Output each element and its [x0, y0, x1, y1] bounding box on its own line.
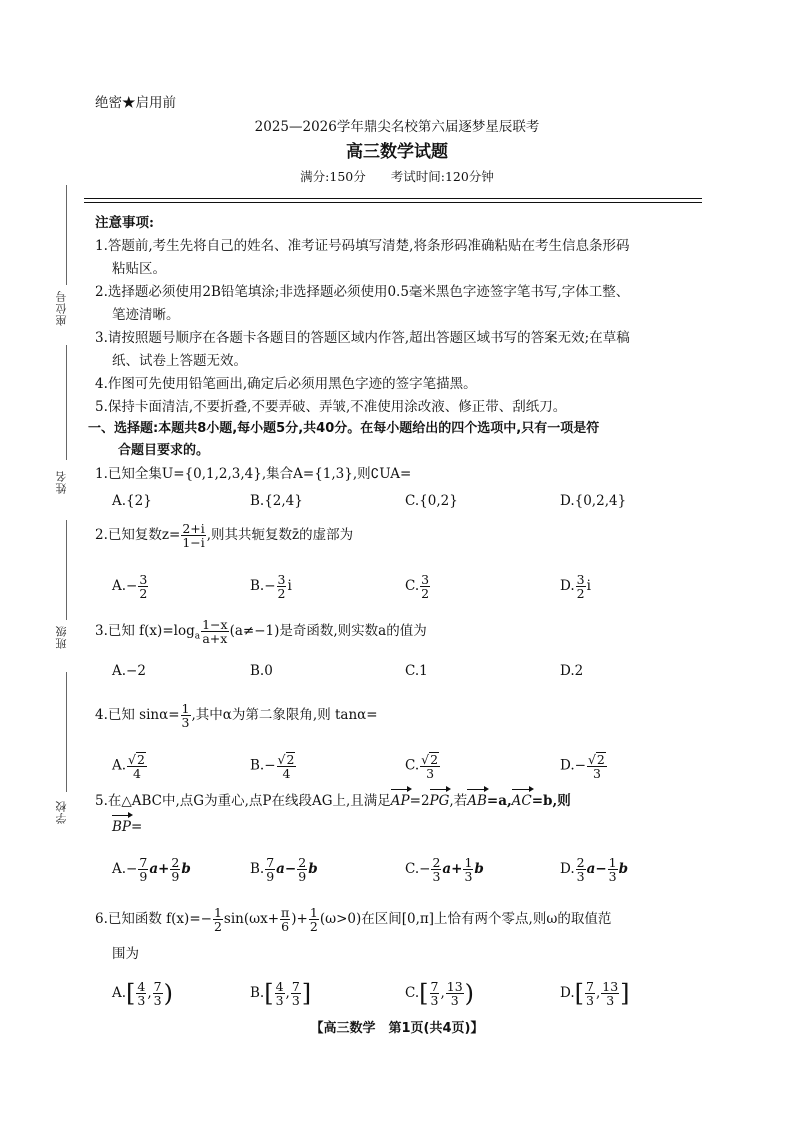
q6-b-n2: 7 — [291, 979, 300, 994]
q5-d-label: D. — [560, 861, 575, 877]
q6-c-n1: 7 — [430, 979, 439, 994]
question-1-stem: 1.已知全集U={0,1,2,3,4},集合A={1,3},则∁UA= — [95, 466, 412, 482]
q2-den: 1−i — [182, 535, 205, 550]
q5-c-mid: a+ — [442, 861, 463, 877]
q2-b-label: B.− — [250, 578, 276, 594]
q5-eq1: =2 — [409, 793, 430, 809]
q6-sin: sin(ωx+ — [223, 911, 280, 927]
q5-c-d2: 3 — [464, 869, 473, 884]
q4-b-rad: 2 — [286, 752, 295, 767]
q4-a-label: A. — [112, 757, 127, 774]
q4-c-den: 3 — [420, 766, 440, 780]
vector-ac: AC — [511, 793, 532, 809]
q5-c-n1: 2 — [432, 855, 441, 870]
side-class-label: 班级 — [55, 625, 68, 649]
q6-c-d1: 3 — [430, 993, 439, 1008]
q4-option-b[interactable] — [250, 752, 297, 780]
q4-a-num: √2 — [128, 752, 145, 767]
q2-b-num: 3 — [277, 572, 286, 587]
q5-c-n2: 1 — [464, 855, 473, 870]
q5-d-n2: 1 — [608, 855, 617, 870]
vector-bp: BP — [112, 819, 132, 835]
q6-post: (ω>0)在区间[0,π]上恰有两个零点,则ω的取值范 — [319, 911, 612, 927]
q4-d-den: 3 — [587, 766, 607, 780]
q5-b-mid: a− — [276, 861, 297, 877]
side-line — [66, 345, 67, 460]
q6-d-label: D. — [560, 985, 575, 1001]
q6-b-close: ] — [301, 979, 312, 1008]
q2-d-post: i — [586, 578, 591, 594]
q3-base: a — [194, 631, 201, 642]
q2-option-b[interactable] — [250, 573, 292, 600]
q3-option-b[interactable]: B.0 — [250, 663, 273, 679]
q4-pre: 4.已知 sinα= — [95, 707, 180, 723]
question-2-stem — [95, 522, 353, 549]
q3-option-a[interactable]: A.−2 — [112, 663, 146, 679]
q5-option-b[interactable] — [250, 856, 318, 883]
q6-close: )+ — [291, 911, 308, 927]
secret-label: 绝密★启用前 — [95, 95, 176, 111]
q6-c-close: ) — [464, 979, 475, 1008]
question-6-stem-cont: 围为 — [112, 946, 139, 962]
q5-eqa: =a, — [486, 793, 512, 809]
q6-c-d2: 3 — [446, 993, 464, 1007]
q6-option-a[interactable]: A.[ $\frac{4}{3}$ , $\frac{7}{3}$ ) — [112, 979, 173, 1008]
q6-b-d2: 3 — [291, 993, 300, 1008]
q2-d-frac — [576, 573, 586, 600]
q6-d-close: ] — [620, 979, 630, 1008]
exam-name: 2025—2026学年鼎尖名校第六届逐梦星辰联考 — [254, 119, 540, 135]
note-line: 纸、试卷上答题无效。 — [112, 353, 247, 369]
q2-c-frac — [420, 573, 430, 600]
q4-post: ,其中α为第二象限角,则 tanα= — [191, 707, 378, 723]
q2-option-d[interactable] — [560, 573, 591, 600]
q4-d-rad: 2 — [596, 752, 605, 767]
q5-c-frac2 — [463, 856, 473, 883]
section-heading-cont: 合题目要求的。 — [118, 443, 210, 458]
q5-c-frac1 — [431, 856, 441, 883]
q5-b-frac1 — [265, 856, 275, 883]
section-heading: 一、选择题:本题共8小题,每小题5分,共40分。在每小题给出的四个选项中,只有一项是符 — [88, 421, 600, 436]
q2-b-frac — [277, 573, 287, 600]
q4-b-num: √2 — [277, 752, 295, 767]
q2-c-den: 2 — [421, 586, 430, 601]
q5-b-frac2 — [297, 856, 307, 883]
q6-d-n1: 7 — [586, 979, 594, 994]
q6-frac1 — [213, 906, 223, 933]
header-rule-bottom — [84, 202, 702, 203]
note-line: 粘贴区。 — [112, 261, 166, 277]
q6-b-frac2 — [291, 980, 301, 1007]
vector-ab: AB — [467, 793, 487, 809]
q5-b-d2: 9 — [298, 869, 307, 884]
note-line: 5.保持卡面清洁,不要折叠,不要弄破、弄皱,不准使用涂改液、修正带、刮纸刀。 — [95, 399, 567, 415]
q6-a-d2: 3 — [153, 993, 162, 1008]
q2-d-label: D. — [560, 578, 575, 594]
q4-d-label: D.− — [560, 757, 586, 774]
q6-d-d2: 3 — [601, 993, 619, 1007]
q2-d-den: 2 — [576, 586, 585, 601]
q5-c-d1: 3 — [432, 869, 441, 884]
q2-b-den: 2 — [277, 586, 286, 601]
q4-c-rad: 2 — [430, 752, 439, 767]
q6-c-frac2 — [446, 980, 464, 1007]
q2-a-label: A.− — [112, 578, 138, 594]
q2-a-frac — [138, 573, 148, 600]
q4-a-den: 4 — [127, 766, 147, 780]
q2-c-label: C. — [405, 578, 420, 594]
q6-c-label: C. — [405, 985, 420, 1001]
q5-a-d2: 9 — [171, 869, 180, 884]
q5-d-frac2 — [608, 856, 618, 883]
q5-b-n1: 7 — [266, 855, 275, 870]
score-time: 满分:150分 考试时间:120分钟 — [300, 169, 494, 184]
q3-option-d[interactable]: D.2 — [560, 663, 584, 679]
q2-option-a[interactable] — [112, 573, 149, 600]
q5-c-end: b — [474, 861, 484, 877]
question-5-stem-cont — [112, 818, 142, 836]
q6-frac-pi — [280, 906, 290, 933]
q5-eq: = — [131, 819, 143, 835]
note-line: 4.作图可先使用铅笔画出,确定后必须用黑色字迹的签字笔描黑。 — [95, 376, 477, 392]
q5-eqb: =b,则 — [531, 793, 571, 809]
vector-pg: PG — [429, 793, 450, 809]
q5-b-n2: 2 — [298, 855, 307, 870]
side-seat-label: 座位号 — [55, 290, 68, 326]
q1-option-b[interactable]: B.{2,4} — [250, 493, 303, 509]
q6-b-n1: 4 — [275, 979, 284, 994]
q3-num: 1−x — [202, 617, 228, 632]
q6-n1: 1 — [213, 905, 222, 920]
question-3-stem — [95, 618, 427, 646]
q6-n2: 1 — [309, 905, 318, 920]
q5-option-c[interactable] — [405, 856, 484, 883]
q6-d-d1: 3 — [586, 993, 594, 1008]
question-6-stem — [95, 906, 611, 933]
q5-a-n1: 7 — [139, 855, 148, 870]
q6-b-d1: 3 — [275, 993, 284, 1008]
q1-option-a[interactable]: A.{2} — [112, 493, 152, 509]
note-line: 笔迹清晰。 — [112, 307, 180, 323]
q3-pre: 3.已知 f(x)=log — [95, 623, 195, 639]
q5-a-d1: 9 — [139, 869, 148, 884]
q5-b-d1: 9 — [266, 869, 275, 884]
q6-d-open: [ — [574, 979, 585, 1008]
q6-pi-num: π — [281, 905, 290, 920]
q6-d-n2: 13 — [602, 979, 619, 994]
q6-b-open: [ — [264, 979, 274, 1008]
q6-b-frac1 — [275, 980, 285, 1007]
q6-d2: 2 — [309, 919, 318, 934]
q5-d-mid: a− — [586, 861, 607, 877]
q5-a-frac2 — [170, 856, 180, 883]
q5-a-n2: 2 — [171, 855, 180, 870]
q6-c-open: [ — [419, 979, 429, 1008]
q2-fraction — [181, 522, 205, 549]
side-school-label: 学校 — [55, 800, 68, 824]
q5-a-mid: a+ — [149, 861, 170, 877]
q4-option-a[interactable] — [112, 752, 148, 780]
q5-mid: ,若 — [449, 793, 468, 809]
q5-a-label: A.− — [112, 861, 138, 877]
q5-a-frac1 — [138, 856, 148, 883]
q6-a-label: A. — [112, 985, 127, 1001]
q6-d1: 2 — [213, 919, 222, 934]
q4-b-den: 4 — [277, 766, 297, 780]
q5-d-n1: 2 — [576, 855, 585, 870]
q4-d-num: √2 — [587, 752, 605, 767]
q2-num: 2+i — [182, 521, 205, 536]
q4-d-frac — [587, 752, 607, 780]
q2-d-num: 3 — [576, 572, 585, 587]
q1-option-c[interactable]: C.{0,2} — [405, 493, 458, 509]
side-line — [66, 672, 67, 792]
q6-c-frac1 — [430, 980, 440, 1007]
q4-option-c[interactable] — [405, 752, 441, 780]
q5-b-end: b — [308, 861, 318, 877]
q6-c-n2: 13 — [446, 979, 463, 994]
side-name-label: 姓名 — [55, 470, 68, 494]
note-line: 3.请按照题号顺序在各题卡各题目的答题区域内作答,超出答题区域书写的答案无效;在草稿 — [95, 330, 630, 346]
q5-b-label: B. — [250, 861, 265, 877]
vector-ap: AP — [390, 793, 410, 809]
q4-option-d[interactable] — [560, 752, 608, 780]
q4-fraction — [181, 702, 191, 729]
q4-num: 1 — [181, 701, 190, 716]
q5-d-frac1 — [576, 856, 586, 883]
q5-line1: 5.在△ABC中,点G为重心,点P在线段AG上,且满足 — [95, 793, 391, 809]
q4-b-label: B.− — [250, 757, 276, 774]
q5-d-end: b — [618, 861, 629, 877]
q6-frac2 — [309, 906, 319, 933]
q4-a-frac — [127, 752, 147, 780]
q4-den: 3 — [181, 715, 190, 730]
q4-a-rad: 2 — [137, 752, 145, 767]
page-title: 高三数学试题 — [346, 142, 448, 162]
q6-a-d1: 3 — [137, 993, 146, 1008]
q2-option-c[interactable] — [405, 573, 431, 600]
side-line — [66, 520, 67, 620]
q4-b-frac — [277, 752, 297, 780]
q5-option-a[interactable] — [112, 856, 191, 883]
note-line: 2.选择题必须使用2B铅笔填涂;非选择题必须使用0.5毫米黑色字迹签字笔书写,字体工整、 — [95, 284, 630, 300]
q5-option-d[interactable] — [560, 856, 628, 883]
q5-d-d2: 3 — [608, 869, 617, 884]
q6-pre: 6.已知函数 f(x)=− — [95, 911, 212, 927]
notes-title: 注意事项: — [95, 215, 154, 231]
q4-c-frac — [420, 752, 440, 780]
q2-pre: 2.已知复数z= — [95, 527, 181, 543]
q2-a-num: 3 — [139, 572, 148, 587]
q5-a-end: b — [181, 861, 191, 877]
note-line: 1.答题前,考生先将自己的姓名、准考证号码填写清楚,将条形码准确粘贴在考生信息条形码 — [95, 238, 630, 254]
q4-c-num: √2 — [421, 752, 439, 767]
q6-a-n2: 7 — [153, 979, 162, 994]
page-footer: 【高三数学 第1页(共4页)】 — [310, 1021, 484, 1036]
q6-d-frac2 — [601, 980, 619, 1007]
q6-option-c[interactable]: C.[ $\frac{7}{3}$ , $\frac{13}{3}$ ) — [405, 979, 475, 1008]
q5-c-label: C.− — [405, 861, 431, 877]
question-5-stem — [95, 792, 571, 810]
q6-a-close: ) — [163, 979, 173, 1008]
q2-b-post: i — [287, 578, 292, 594]
q1-option-d[interactable]: D.{0,2,4} — [560, 493, 627, 509]
question-4-stem — [95, 702, 378, 729]
q6-pi-den: 6 — [281, 919, 290, 934]
header-rule-top — [84, 198, 702, 199]
q5-d-d1: 3 — [576, 869, 585, 884]
q6-a-n1: 4 — [137, 979, 146, 994]
q2-a-den: 2 — [139, 586, 148, 601]
q6-option-d[interactable]: D.[ $\frac{7}{3}$ , $\frac{13}{3}$ ] — [560, 979, 630, 1008]
q3-post: (a≠−1)是奇函数,则实数a的值为 — [229, 623, 427, 639]
q3-den: a+x — [202, 631, 228, 646]
q3-fraction — [201, 618, 228, 645]
q6-a-open: [ — [126, 979, 136, 1008]
q2-post: ,则其共轭复数z̄的虚部为 — [206, 527, 354, 543]
q6-d-frac1 — [585, 980, 595, 1007]
q6-option-b[interactable]: B.[ $\frac{4}{3}$ , $\frac{7}{3}$ ] — [250, 979, 312, 1008]
q3-option-c[interactable]: C.1 — [405, 663, 428, 679]
q6-a-frac2 — [153, 980, 163, 1007]
q4-c-label: C. — [405, 757, 420, 774]
q6-a-frac1 — [136, 980, 146, 1007]
q6-b-label: B. — [250, 985, 265, 1001]
q2-c-num: 3 — [421, 572, 430, 587]
side-line — [66, 185, 67, 285]
